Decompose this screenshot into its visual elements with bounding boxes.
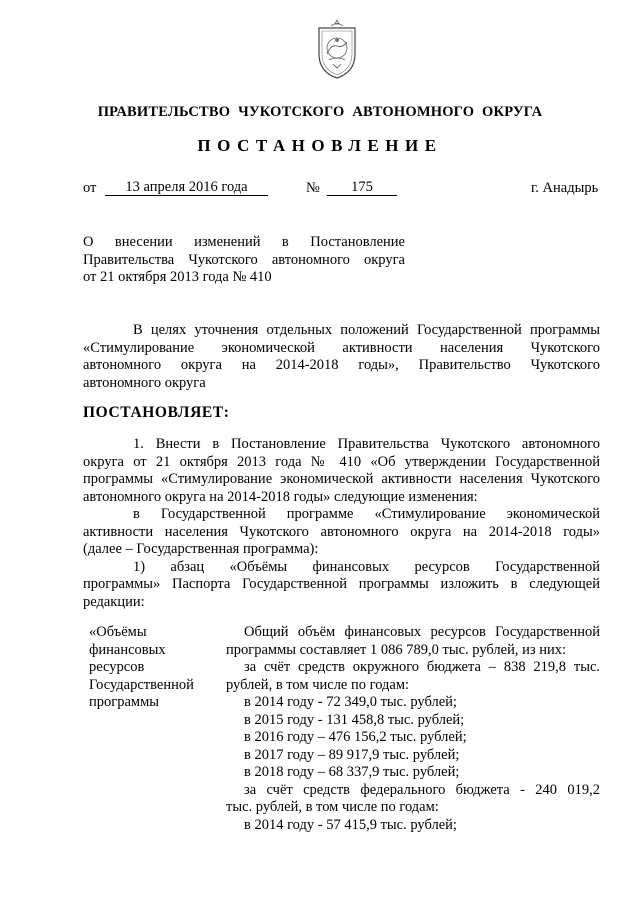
preamble-line: автономного округа <box>83 374 206 391</box>
funding-line: Общий объём финансовых ресурсов Государственной <box>244 624 600 640</box>
funding-year-line: в 2016 году – 476 156,2 тыс. рублей; <box>244 729 467 745</box>
item-1-sub-line: (далее – Государственная программа): <box>83 541 319 557</box>
funding-year-line: в 2018 году – 68 337,9 тыс. рублей; <box>244 764 460 780</box>
table-left-column <box>89 624 219 712</box>
coat-of-arms-emblem <box>311 18 363 82</box>
table-left-line: Государственной <box>89 676 194 693</box>
resolves-heading: ПОСТАНОВЛЯЕТ: <box>83 404 230 421</box>
subject-line: О внесении изменений в Постановление <box>83 234 405 250</box>
funding-line: за счёт средств окружного бюджета – 838 219,8 тыс. <box>244 659 600 675</box>
table-left-line: «Объёмы <box>89 624 147 640</box>
funding-line: программы составляет 1 086 789,0 тыс. рублей, из них: <box>226 641 566 658</box>
funding-line: тыс. рублей, в том числе по годам: <box>226 799 439 815</box>
preamble-line: автономного округа на 2014-2018 годы», Правительство Чукотского <box>83 357 600 373</box>
item-1-sub-line: в Государственной программе «Стимулирование экономической <box>133 506 600 522</box>
item-1-line: программы «Стимулирование экономической активности населения Чукотского <box>83 471 600 487</box>
funding-year-line: в 2017 году – 89 917,9 тыс. рублей; <box>244 746 460 763</box>
table-left-line: ресурсов <box>89 659 145 675</box>
item-1-sub-line: активности населения Чукотского автономного округа на 2014-2018 годы» <box>83 523 600 540</box>
funding-year-line: в 2014 году - 57 415,9 тыс. рублей; <box>244 816 457 833</box>
preamble-line: В целях уточнения отдельных положений Государственной программы <box>133 322 600 338</box>
item-1-line: 1. Внести в Постановление Правительства Чукотского автономного <box>133 436 600 452</box>
decree-title: ПОСТАНОВЛЕНИЕ <box>197 136 443 155</box>
funding-line: за счёт средств федерального бюджета - 240 019,2 <box>244 781 600 798</box>
subject-line: Правительства Чукотского автономного округа <box>83 251 405 268</box>
government-title: ПРАВИТЕЛЬСТВО ЧУКОТСКОГО АВТОНОМНОГО ОКРУГА <box>97 104 543 120</box>
item-1-1-line: программы» Паспорта Государственной программы изложить в следующей <box>83 576 600 592</box>
city: г. Анадырь <box>531 180 599 196</box>
table-left-line: программы <box>89 694 159 710</box>
item-1-1-line: 1) абзац «Объёмы финансовых ресурсов Государственной <box>133 558 600 575</box>
preamble <box>83 322 600 392</box>
decree-date: 13 апреля 2016 года <box>105 180 268 196</box>
funding-year-line: в 2015 году - 131 458,8 тыс. рублей; <box>244 711 465 728</box>
decree-subject <box>83 234 405 287</box>
item-1-line: округа от 21 октября 2013 года № 410 «Об утверждении Государственной <box>83 453 600 470</box>
funding-year-line: в 2014 году - 72 349,0 тыс. рублей; <box>244 694 457 710</box>
funding-line: рублей, в том числе по годам: <box>226 676 410 693</box>
date-from-label: от <box>83 180 97 196</box>
item-1-1-line: редакции: <box>83 593 145 610</box>
item-1 <box>83 436 600 611</box>
preamble-line: «Стимулирование экономической активности населения Чукотского <box>83 339 600 356</box>
subject-line: от 21 октября 2013 года № 410 <box>83 269 272 285</box>
number-label: № <box>306 180 320 196</box>
table-right-column <box>226 624 600 834</box>
item-1-line: автономного округа на 2014-2018 годы» следующие изменения: <box>83 488 478 505</box>
table-left-line: финансовых <box>89 641 166 658</box>
decree-number: 175 <box>327 180 397 196</box>
